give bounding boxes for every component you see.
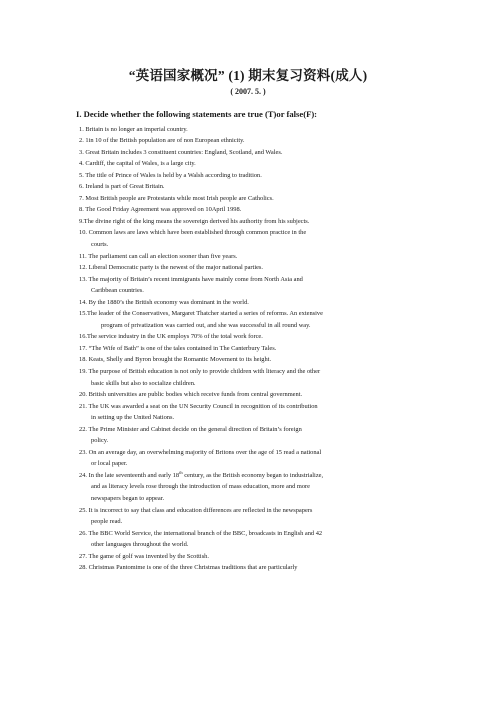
statement-item (79, 551, 415, 563)
statement-continuation: or local paper. (91, 460, 128, 468)
statement-item (79, 124, 415, 136)
statement-item (79, 181, 415, 193)
statement-continuation: other languages throughout the world. (91, 541, 189, 549)
statement-text: 1. Britain is no longer an imperial country. (79, 125, 188, 133)
statement-text: 5. The title of Prince of Wales is held by a Walsh according to tradition. (79, 171, 262, 179)
statement-text: 3. Great Britain includes 3 constituent countries: England, Scotland, and Wales. (79, 148, 283, 156)
statement-text: 6. Ireland is part of Great Britain. (79, 183, 165, 191)
section-heading: I. Decide whether the following statements are true (T)or false(F): (76, 109, 318, 119)
statement-item (79, 354, 415, 366)
statement-continuation: policy. (91, 437, 109, 445)
statement-item (79, 308, 415, 331)
statement-text: 21. The UK was awarded a seat on the UN Security Council in recognition of its contribution (79, 402, 318, 410)
statement-text: 12. Liberal Democratic party is the newest of the major national parties. (79, 264, 264, 272)
statement-item (79, 147, 415, 159)
statement-text-part: century, as the British economy began to industrialize, (182, 471, 324, 479)
statement-text: 17. “The Wife of Bath” is one of the tales contained in The Canterbury Tales. (79, 344, 277, 352)
statement-text: 9.The divine right of the king means the sovereign derived his authority from his subjects. (79, 217, 310, 225)
statement-item (79, 216, 415, 228)
statement-item (79, 389, 415, 401)
statement-continuation: in setting up the United Nations. (91, 414, 175, 422)
statement-text: 16.The service industry in the UK employs 70% of the total work force. (79, 333, 263, 341)
statement-item (79, 227, 415, 250)
statement-text: 22. The Prime Minister and Cabinet decide on the general direction of Britain’s foreign (79, 425, 302, 433)
statement-text: 4. Cardiff, the capital of Wales, is a large city. (79, 160, 196, 168)
statement-item (79, 274, 415, 297)
statement-item (79, 366, 415, 389)
statement-text: 25. It is incorrect to say that class and education differences are reflected in the newspapers (79, 506, 313, 514)
statement-item (79, 562, 415, 574)
statement-text: 7. Most British people are Protestants while most Irish people are Catholics. (79, 194, 274, 202)
statement-text: 14. By the 1880’s the British economy was dominant in the world. (79, 298, 249, 306)
statement-text (79, 470, 415, 482)
statement-item (79, 447, 415, 470)
statement-text: 26. The BBC World Service, the international branch of the BBC, broadcasts in English and 42 (79, 529, 323, 537)
statement-continuation: Caribbean countries. (91, 287, 144, 295)
statement-continuation: people read. (91, 518, 123, 526)
statement-item (79, 470, 415, 505)
statement-item (79, 158, 415, 170)
statement-text-part: 24. In the late seventeenth and early 18 (79, 471, 180, 479)
statement-continuation: basic skills but also to socialize children. (91, 379, 196, 387)
statement-text: 2. 1in 10 of the British population are of non European ethnicity. (79, 137, 245, 145)
statement-item (79, 343, 415, 355)
statement-item (79, 401, 415, 424)
statement-item (79, 193, 415, 205)
statement-text: 19. The purpose of British education is not only to provide children with literacy and the other (79, 367, 321, 375)
ordinal-superscript: th (179, 469, 183, 475)
statement-item (79, 204, 415, 216)
statement-text: 11. The parliament can call an election sooner than five years. (79, 252, 238, 260)
statement-item (79, 251, 415, 263)
statement-text: 13. The majority of Britain’s recent immigrants have mainly come from North Asia and (79, 275, 303, 283)
statement-item (79, 528, 415, 551)
statement-item (79, 170, 415, 182)
statement-text: 8. The Good Friday Agreement was approved on 10April 1998. (79, 206, 242, 214)
statement-text: 10. Common laws are laws which have been established through common practice in the (79, 229, 307, 237)
statement-item (79, 331, 415, 343)
statement-list (79, 124, 415, 574)
statement-continuation: and as literacy levels rose through the introduction of mass education, more and more (91, 483, 310, 491)
statement-item (79, 424, 415, 447)
statement-continuation: newspapers began to appear. (91, 495, 165, 502)
statement-continuation: program of privatization was carried out, and she was successful in all round way. (101, 321, 311, 329)
statement-text: 15.The leader of the Conservatives, Margaret Thatcher started a series of reforms. An extensive (79, 310, 323, 318)
statement-item (79, 297, 415, 309)
statement-item (79, 135, 415, 147)
document-title: “英语国家概况” (1) 期末复习资料(成人) (128, 68, 368, 83)
statement-text: 28. Christmas Pantomime is one of the three Christmas traditions that are particularly (79, 564, 298, 572)
statement-text: 20. British universities are public bodies which receive funds from central government. (79, 391, 303, 399)
statement-text: 23. On an average day, an overwhelming majority of Britons over the age of 15 read a national (79, 448, 322, 456)
statement-item (79, 262, 415, 274)
statement-text: 27. The game of golf was invented by the Scottish. (79, 552, 209, 560)
statement-text: 18. Keats, Shelly and Byron brought the Romantic Movement to its height. (79, 356, 272, 364)
document-date: ( 2007. 5. ) (230, 87, 266, 96)
statement-continuation: courts. (91, 240, 109, 248)
statement-item (79, 505, 415, 528)
